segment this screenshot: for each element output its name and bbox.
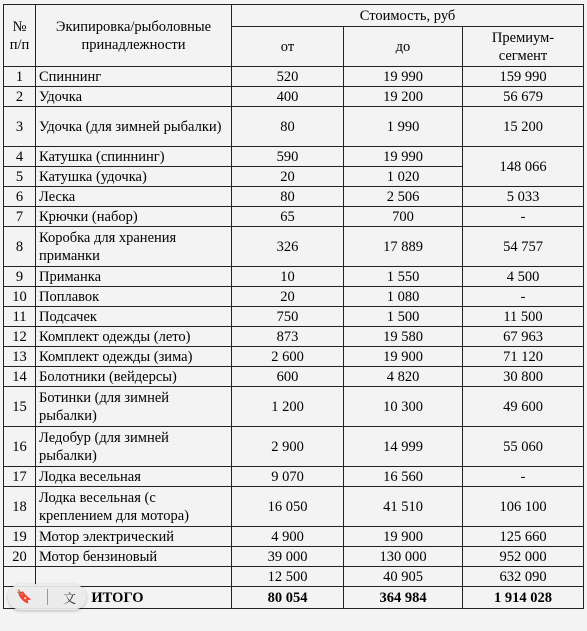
- row-cost-to: 1 080: [344, 287, 463, 307]
- total-row: [4, 587, 584, 609]
- row-cost-premium: 148 066: [463, 147, 584, 187]
- row-cost-premium: 67 963: [463, 327, 584, 347]
- header-item: Экипировка/рыболовные принадлежности: [36, 5, 232, 67]
- header-num: № п/п: [4, 5, 36, 67]
- row-cost-from: 80: [232, 187, 344, 207]
- row-item-name: Болотники (вейдерсы): [36, 367, 232, 387]
- row-number: 10: [4, 287, 36, 307]
- row-cost-premium: 632 090: [463, 567, 584, 587]
- row-item-name: Ботинки (для зимней рыбалки): [36, 387, 232, 427]
- total-premium: 1 914 028: [463, 587, 584, 609]
- table-row: [4, 467, 584, 487]
- row-number: 3: [4, 107, 36, 147]
- translate-icon[interactable]: 文: [62, 591, 76, 607]
- row-item-name: Крючки (набор): [36, 207, 232, 227]
- row-cost-from: 600: [232, 367, 344, 387]
- row-cost-from: 20: [232, 287, 344, 307]
- row-cost-premium: -: [463, 207, 584, 227]
- row-cost-to: 19 900: [344, 347, 463, 367]
- row-cost-from: 400: [232, 87, 344, 107]
- row-number: 6: [4, 187, 36, 207]
- row-number: 7: [4, 207, 36, 227]
- table-row: [4, 227, 584, 267]
- row-number: 15: [4, 387, 36, 427]
- table-row: [4, 327, 584, 347]
- row-number: 4: [4, 147, 36, 167]
- row-cost-premium: 11 500: [463, 307, 584, 327]
- table-row: [4, 87, 584, 107]
- row-item-name: Комплект одежды (лето): [36, 327, 232, 347]
- row-cost-to: 1 990: [344, 107, 463, 147]
- row-cost-to: 19 990: [344, 67, 463, 87]
- row-cost-to: 17 889: [344, 227, 463, 267]
- row-cost-to: 19 580: [344, 327, 463, 347]
- row-item-name: Мотор электрический: [36, 527, 232, 547]
- row-cost-premium: 5 033: [463, 187, 584, 207]
- row-item-name: Спиннинг: [36, 67, 232, 87]
- row-cost-to: 41 510: [344, 487, 463, 527]
- row-number: 5: [4, 167, 36, 187]
- row-item-name: Удочка (для зимней рыбалки): [36, 107, 232, 147]
- header-to: до: [344, 27, 463, 67]
- row-cost-premium: 54 757: [463, 227, 584, 267]
- row-cost-to: 1 020: [344, 167, 463, 187]
- row-cost-from: 1 200: [232, 387, 344, 427]
- row-number: 12: [4, 327, 36, 347]
- table-row: [4, 287, 584, 307]
- row-cost-premium: 125 660: [463, 527, 584, 547]
- toolbar-divider: [47, 589, 48, 605]
- bookmark-icon[interactable]: 🔖: [16, 589, 33, 605]
- row-item-name: Ледобур (для зимней рыбалки): [36, 427, 232, 467]
- table-row: [4, 487, 584, 527]
- row-cost-premium: 71 120: [463, 347, 584, 367]
- row-cost-from: 12 500: [232, 567, 344, 587]
- table-row: [4, 107, 584, 147]
- row-cost-to: 1 500: [344, 307, 463, 327]
- row-number: 9: [4, 267, 36, 287]
- row-cost-premium: 15 200: [463, 107, 584, 147]
- header-from: от: [232, 27, 344, 67]
- row-number: 18: [4, 487, 36, 527]
- table-row: [4, 207, 584, 227]
- row-cost-premium: 55 060: [463, 427, 584, 467]
- row-item-name: Леска: [36, 187, 232, 207]
- row-cost-to: 19 200: [344, 87, 463, 107]
- row-number: 20: [4, 547, 36, 567]
- table-row: [4, 387, 584, 427]
- row-cost-from: 80: [232, 107, 344, 147]
- row-number: 14: [4, 367, 36, 387]
- table-row: [4, 307, 584, 327]
- table-row: [4, 147, 584, 167]
- row-cost-to: 19 990: [344, 147, 463, 167]
- row-number: 2: [4, 87, 36, 107]
- table-row: [4, 187, 584, 207]
- table-row: [4, 67, 584, 87]
- row-number: 16: [4, 427, 36, 467]
- row-cost-premium: 4 500: [463, 267, 584, 287]
- row-cost-premium: 952 000: [463, 547, 584, 567]
- total-to: 364 984: [344, 587, 463, 609]
- table-row: [4, 567, 584, 587]
- row-item-name: Удочка: [36, 87, 232, 107]
- row-cost-from: 750: [232, 307, 344, 327]
- row-cost-premium: 30 800: [463, 367, 584, 387]
- row-number: 1: [4, 67, 36, 87]
- table-row: [4, 347, 584, 367]
- table-row: [4, 547, 584, 567]
- row-cost-from: 65: [232, 207, 344, 227]
- row-cost-from: 590: [232, 147, 344, 167]
- row-cost-from: 4 900: [232, 527, 344, 547]
- row-cost-to: 2 506: [344, 187, 463, 207]
- total-label: ИТОГО: [4, 587, 232, 609]
- row-cost-to: 19 900: [344, 527, 463, 547]
- row-number: 11: [4, 307, 36, 327]
- header-cost: Стоимость, руб: [232, 5, 584, 27]
- row-cost-from: 520: [232, 67, 344, 87]
- row-cost-from: 9 070: [232, 467, 344, 487]
- table-row: [4, 427, 584, 467]
- equipment-cost-table: [3, 4, 584, 609]
- row-cost-premium: -: [463, 287, 584, 307]
- row-cost-from: 2 600: [232, 347, 344, 367]
- row-cost-from: 873: [232, 327, 344, 347]
- row-cost-to: 700: [344, 207, 463, 227]
- row-cost-to: 130 000: [344, 547, 463, 567]
- row-cost-from: 16 050: [232, 487, 344, 527]
- row-item-name: Подсачек: [36, 307, 232, 327]
- row-item-name: Лодка весельная (с креплением для мотора): [36, 487, 232, 527]
- row-number: 19: [4, 527, 36, 547]
- row-number: 17: [4, 467, 36, 487]
- row-cost-from: 39 000: [232, 547, 344, 567]
- row-cost-premium: 49 600: [463, 387, 584, 427]
- header-premium: Премиум- сегмент: [463, 27, 584, 67]
- row-cost-from: 10: [232, 267, 344, 287]
- row-cost-premium: 106 100: [463, 487, 584, 527]
- row-cost-from: 326: [232, 227, 344, 267]
- row-cost-from: 2 900: [232, 427, 344, 467]
- floating-toolbar: [8, 584, 86, 610]
- row-item-name: Приманка: [36, 267, 232, 287]
- row-item-name: Катушка (удочка): [36, 167, 232, 187]
- row-number: 8: [4, 227, 36, 267]
- row-item-name: Мотор бензиновый: [36, 547, 232, 567]
- row-cost-premium: -: [463, 467, 584, 487]
- row-item-name: Коробка для хранения приманки: [36, 227, 232, 267]
- row-cost-from: 20: [232, 167, 344, 187]
- table-row: [4, 527, 584, 547]
- row-cost-to: 40 905: [344, 567, 463, 587]
- row-item-name: Комплект одежды (зима): [36, 347, 232, 367]
- row-cost-premium: 159 990: [463, 67, 584, 87]
- total-from: 80 054: [232, 587, 344, 609]
- row-cost-to: 4 820: [344, 367, 463, 387]
- row-cost-to: 1 550: [344, 267, 463, 287]
- row-cost-to: 10 300: [344, 387, 463, 427]
- row-cost-premium: 56 679: [463, 87, 584, 107]
- row-item-name: Поплавок: [36, 287, 232, 307]
- row-item-name: Лодка весельная: [36, 467, 232, 487]
- table-row: [4, 267, 584, 287]
- row-number: 13: [4, 347, 36, 367]
- row-cost-to: 16 560: [344, 467, 463, 487]
- row-item-name: Катушка (спиннинг): [36, 147, 232, 167]
- row-cost-to: 14 999: [344, 427, 463, 467]
- table-row: [4, 367, 584, 387]
